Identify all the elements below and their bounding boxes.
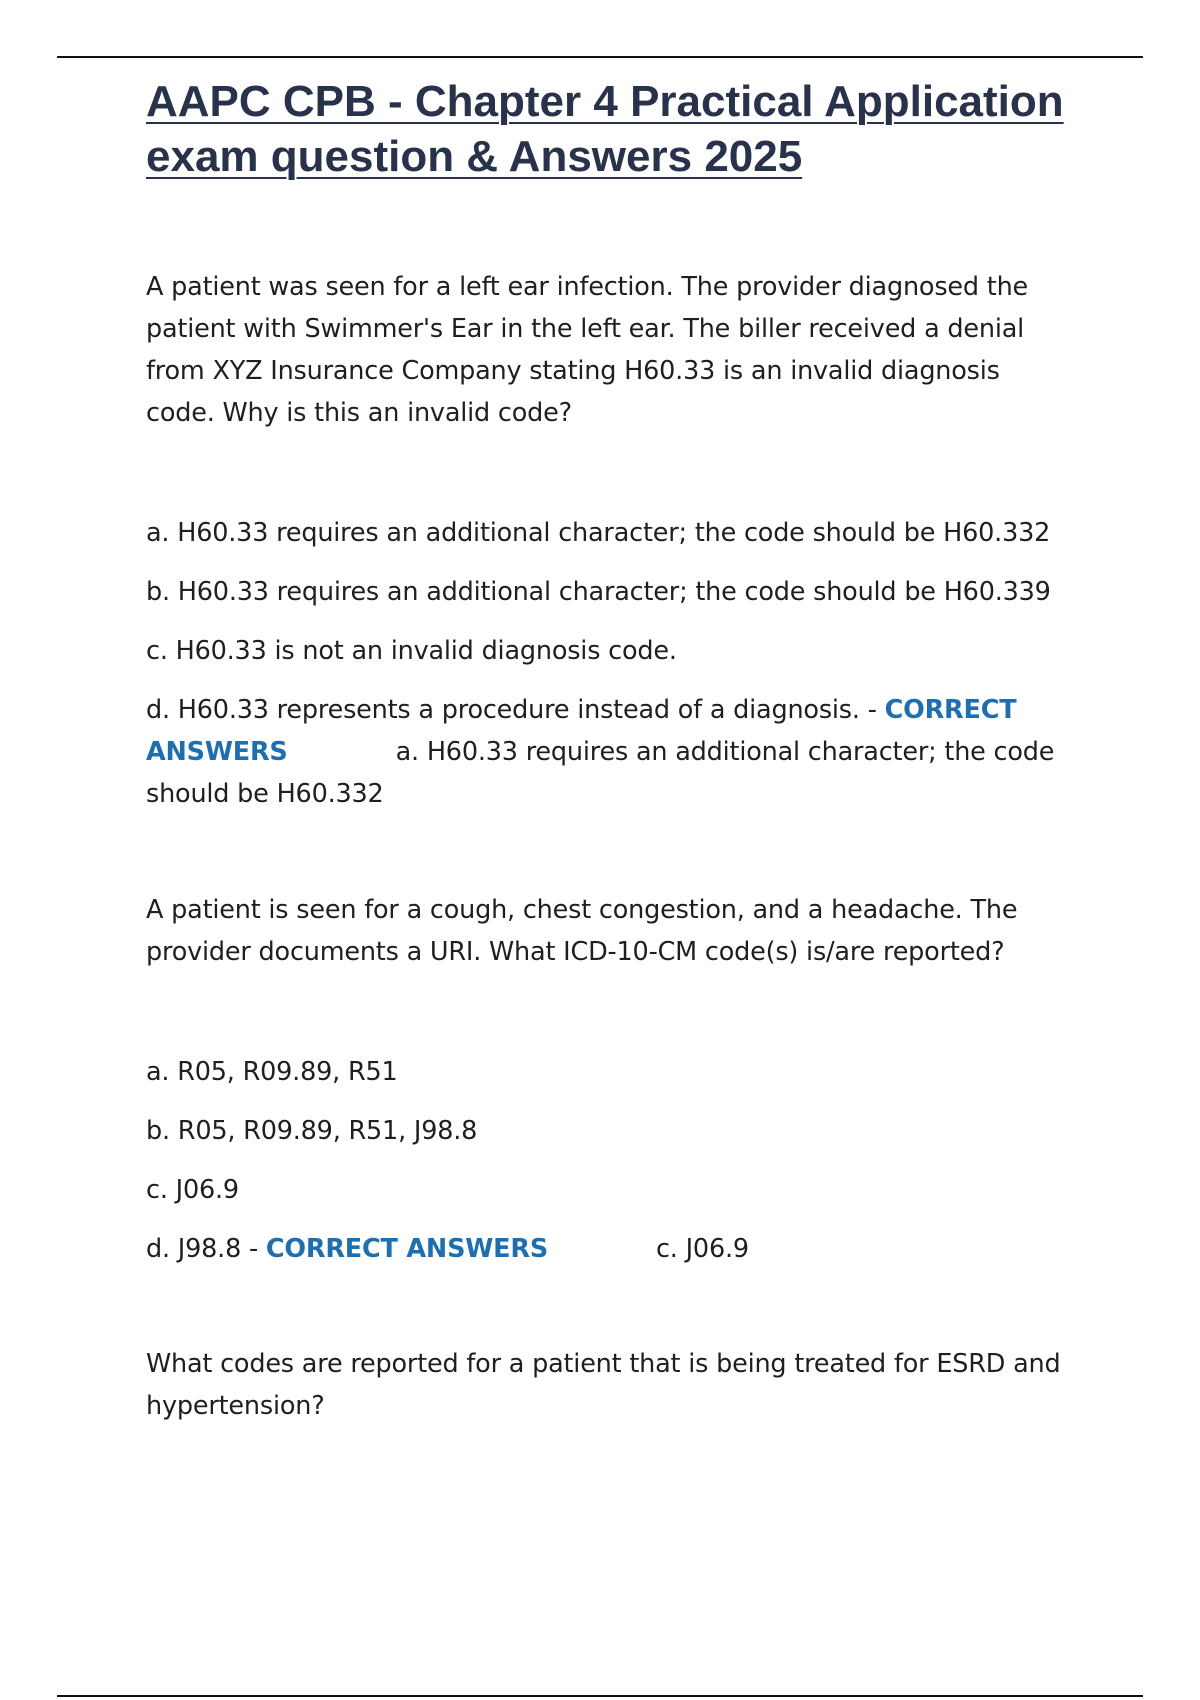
question-1-option-a: a. H60.33 requires an additional character; the code should be H60.332 bbox=[146, 518, 1051, 548]
document-title: AAPC CPB - Chapter 4 Practical Application exam question & Answers 2025 bbox=[146, 77, 1064, 181]
top-rule bbox=[57, 56, 1143, 58]
question-1-answer: a. H60.33 requires an additional character; the code should be H60.332 bbox=[146, 737, 1055, 809]
question-1-correct-label: CORRECT ANSWERS bbox=[146, 695, 1017, 767]
bottom-rule bbox=[57, 1695, 1143, 1697]
question-2-option-b: b. R05, R09.89, R51, J98.8 bbox=[146, 1116, 478, 1146]
question-2-text: A patient is seen for a cough, chest congestion, and a headache. The provider documents a URI. What ICD-10-CM code(s) is/are reported? bbox=[146, 895, 1018, 967]
question-1-option-c: c. H60.33 is not an invalid diagnosis code. bbox=[146, 636, 677, 666]
question-2-option-a: a. R05, R09.89, R51 bbox=[146, 1057, 398, 1087]
question-1-option-b: b. H60.33 requires an additional character; the code should be H60.339 bbox=[146, 577, 1051, 607]
question-2-correct-label: CORRECT ANSWERS bbox=[265, 1234, 548, 1264]
question-1-text: A patient was seen for a left ear infection. The provider diagnosed the patient with Swimmer's Ear in the left ear. The biller received a denial from XYZ Insurance Company stating H60.33 is an invalid diagnosis code. Why is this an invalid code? bbox=[146, 272, 1029, 428]
question-1-option-d-with-answer bbox=[146, 689, 1076, 815]
question-2-option-c: c. J06.9 bbox=[146, 1175, 239, 1205]
question-2-answer: c. J06.9 bbox=[655, 1234, 749, 1264]
question-2-option-d: d. J98.8 - bbox=[146, 1234, 266, 1264]
question-3-text: What codes are reported for a patient that is being treated for ESRD and hypertension? bbox=[146, 1349, 1061, 1421]
question-1-option-d: d. H60.33 represents a procedure instead of a diagnosis. - bbox=[146, 695, 885, 725]
question-2-option-d-with-answer bbox=[146, 1228, 1096, 1270]
